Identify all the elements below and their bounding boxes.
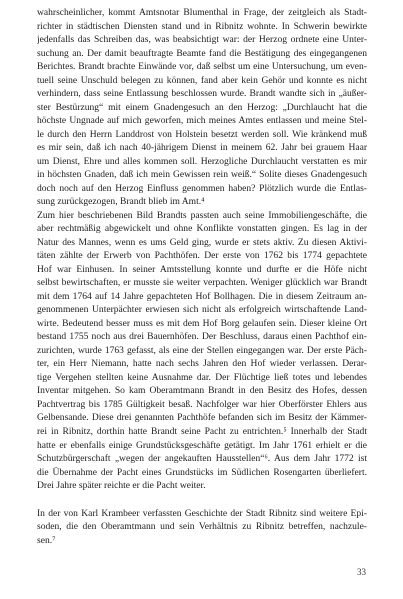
text-line: suchung an. Der damit beauftragte Beamte fand die Bestätigung des eingegangenen [37, 47, 367, 59]
text-line: Berichtes. Brandt brachte Einwände vor, daß selbst um eine Untersuchung, um even- [37, 61, 367, 73]
text-line: jedenfalls das Schreiben das, was beabsichtigt war: der Herzog ordnete eine Unter- [37, 34, 367, 46]
body-text [37, 6, 367, 547]
text-line: aber rechtmäßig abgewickelt und ohne Konflikte vonstatten gingen. Es lag in der [37, 223, 367, 235]
text-line: zurichten, wurde 1763 gefasst, als eine der Stellen eingegangen war. Der erste Päch- [37, 344, 367, 356]
text-line: ter, ein Herr Niemann, hatte nach sechs Jahren den Hof wieder verlassen. Derar- [37, 358, 367, 370]
text-line: sung zurückgezogen, Brandt blieb im Amt.⁴ [37, 196, 205, 208]
text-line: die Übernahme der Pacht eines Grundstücks im Südlichen Rosengarten überliefert. [37, 466, 367, 478]
text-line: ster Bestürzung“ mit einem Gnadengesuch an den Herzog: „Durchlaucht hat die [37, 101, 367, 113]
text-line: genommenen Unterpächter erwiesen sich nicht als erfolgreich wirtschaftende Land- [37, 304, 367, 316]
text-line: sen.⁷ [37, 534, 56, 546]
text-line: Schutzbürgerschaft „wegen der angekauften Hausstellen“⁶. Aus dem Jahr 1772 ist [37, 453, 367, 465]
text-line: tige Vergehen stellten keine Ausnahme dar. Der Flüchtige ließ totes und lebendes [37, 371, 367, 383]
text-line: tuell seine Unschuld belegen zu können, fand aber kein Gehör und konnte es nicht [37, 74, 367, 86]
text-line: In der von Karl Krambeer verfassten Geschichte der Stadt Ribnitz sind weitere Epi- [37, 507, 367, 519]
text-line: wirte. Bedeutend besser muss es mit dem Hof Borg gelaufen sein. Dieser kleine Ort [37, 317, 367, 329]
text-line: richter in städtischen Diensten stand und in Ribnitz wohnte. In Schwerin bewirkte [37, 20, 367, 32]
text-line: täten zählte der Erwerb von Pachthöfen. Der erste von 1762 bis 1774 gepachtete [37, 250, 367, 262]
text-line: selbst bewirtschaften, er musste sie weiter verpachten. Weniger glücklich war Brandt [37, 277, 367, 289]
text-line: Gelbensande. Diese drei genannten Pachthöfe befanden sich im Besitz der Kämmer- [37, 412, 367, 424]
text-line: höchste Ungnade auf mich geworfen, mich meines Amtes entlassen und meine Stel- [37, 115, 367, 127]
text-line: doch noch auf den Herzog Einfluss genommen haben? Plötzlich wurde die Entlas- [37, 182, 367, 194]
text-line: Zum hier beschriebenen Bild Brandts passten auch seine Immobiliengeschäfte, die [37, 209, 367, 221]
text-line: es mir sein, daß ich nach 40-jährigem Dienst in meinem 62. Jahr bei grauem Haar [37, 142, 367, 154]
text-line: Inventar mitgehen. So kam Oberamtmann Brandt in den Besitz des Hofes, dessen [37, 385, 367, 397]
text-line: Drei Jahre später reichte er die Pacht weiter. [37, 480, 206, 492]
text-line: bestand 1755 noch aus drei Bauernhöfen. Der Beschluss, daraus einen Pachthof ein- [37, 331, 367, 343]
text-line: le durch den Herrn Landdrost von Holstein besetzt werden soll. Wie kränkend muß [37, 128, 367, 140]
text-line: mit dem 1764 auf 14 Jahre gepachteten Hof Bollhagen. Die in diesem Zeitraum an- [37, 290, 367, 302]
text-line: um Dienst, Ehre und alles kommen soll. Herzogliche Durchlaucht verstatten es mir [37, 155, 367, 167]
paragraph-spacer [37, 493, 367, 507]
paragraph [37, 6, 367, 493]
text-line: in höchsten Gnaden, daß ich mein Gewissen rein weiß.“ Solite dieses Gnadengesuch [37, 169, 367, 181]
text-line: wahrscheinlicher, kommt Amtsnotar Blumenthal in Frage, der zeitgleich als Stadt- [37, 7, 367, 18]
text-line: soden, die den Oberamtmann und sein Verhältnis zu Ribnitz betreffen, nachzule- [37, 521, 367, 533]
text-line: Hof war Einhusen. In seiner Amtsstellung konnte und durfte er die Höfe nicht [37, 263, 367, 275]
text-line: Natur des Mannes, wenn es ums Geld ging, wurde er stets aktiv. Zu diesen Aktivi- [37, 236, 367, 248]
text-line: hatte er ebenfalls einige Grundstücksgeschäfte getätigt. Im Jahr 1761 erhielt er die [37, 439, 367, 451]
paragraph [37, 507, 367, 548]
text-line: Pachtvertrag bis 1785 Gültigkeit besaß. Nachfolger war hier Oberförster Ehlers aus [37, 398, 367, 410]
text-line: rei in Ribnitz, dorthin hatte Brandt seine Pacht zu entrichten.⁵ Innerhalb der Stadt [37, 425, 367, 437]
text-line: verhindern, dass seine Entlassung beschlossen wurde. Brandt wandte sich in „äußer- [37, 88, 367, 100]
page-number: 33 [357, 567, 366, 577]
